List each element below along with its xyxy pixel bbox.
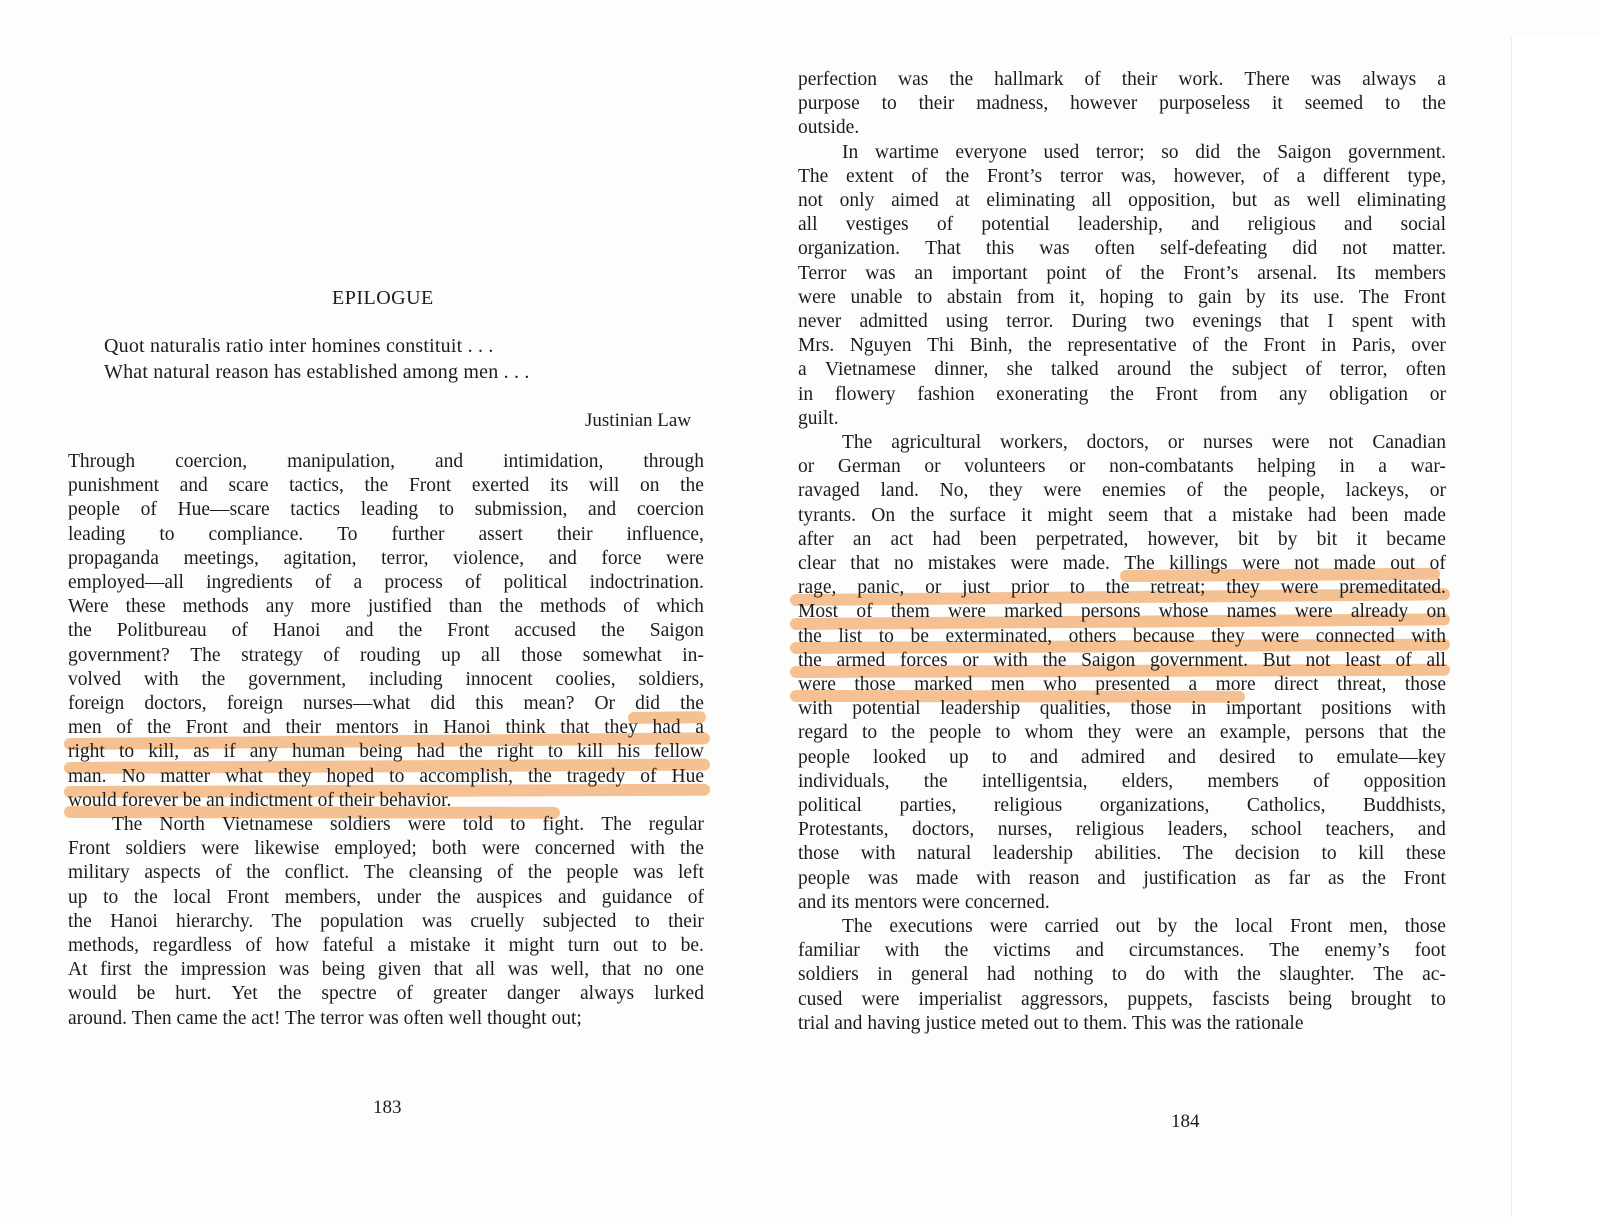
text-line: perfection was the hallmark of their work. There was always a: [798, 69, 1446, 90]
text-line: men of the Front and their mentors in Hanoi think that they had a: [68, 717, 704, 739]
text-line: the armed forces or with the Saigon government. But not least of all: [798, 649, 1446, 671]
text-line: around. Then came the act! The terror was often well thought out;: [68, 1007, 582, 1029]
text-line: Most of them were marked persons whose names were already on: [798, 601, 1446, 623]
text-line: political parties, religious organizations, Catholics, Buddhists,: [798, 795, 1446, 816]
text-line: tyrants. On the surface it might seem that a mistake had been made: [798, 504, 1446, 526]
text-line: The executions were carried out by the local Front men, those: [842, 916, 1446, 937]
text-line: organization. That this was often self-defeating did not matter.: [798, 238, 1446, 260]
text-line: not only aimed at eliminating all opposition, but as well eliminating: [798, 190, 1446, 211]
text-line: a Vietnamese dinner, she talked around the subject of terror, often: [798, 359, 1446, 381]
text-line: in flowery fashion exonerating the Front from any obligation or: [798, 383, 1446, 405]
page-number-right: 184: [1171, 1111, 1200, 1132]
text-line: The agricultural workers, doctors, or nurses were not Canadian: [842, 432, 1446, 453]
epigraph-attribution: Justinian Law: [585, 410, 692, 431]
text-line: Protestants, doctors, nurses, religious leaders, school teachers, and: [798, 819, 1446, 841]
text-line: with potential leadership qualities, those in important positions with: [798, 698, 1446, 720]
text-line: Mrs. Nguyen Thi Binh, the representative of the Front in Paris, over: [798, 335, 1446, 357]
text-line: the list to be exterminated, others because they were connected with: [798, 625, 1446, 647]
text-line: methods, regardless of how fateful a mistake it might turn out to be.: [68, 935, 704, 956]
text-line: The extent of the Front’s terror was, however, of a different type,: [798, 165, 1446, 187]
text-line: foreign doctors, foreign nurses—what did this mean? Or did the: [68, 693, 704, 714]
text-line: cused were imperialist aggressors, puppets, fascists being brought to: [798, 988, 1446, 1010]
text-line: At first the impression was being given that all was well, that no one: [68, 959, 704, 981]
page-edge: [1511, 36, 1600, 1217]
text-line: and its mentors were concerned.: [798, 891, 1050, 913]
text-line: those with natural leadership abilities. The decision to kill these: [798, 843, 1446, 865]
text-line: were unable to abstain from it, hoping to gain by its use. The Front: [798, 286, 1446, 308]
text-line: rage, panic, or just prior to the retreat; they were premeditated.: [798, 577, 1446, 599]
page-number-left: 183: [373, 1097, 402, 1118]
text-line: guilt.: [798, 407, 839, 429]
text-line: would be hurt. Yet the spectre of greater danger always lurked: [68, 983, 704, 1005]
chapter-heading: EPILOGUE: [332, 287, 434, 309]
text-line: In wartime everyone used terror; so did the Saigon government.: [842, 141, 1446, 163]
text-line: trial and having justice meted out to them. This was the rationale: [798, 1012, 1304, 1034]
text-line: man. No matter what they hoped to accomplish, the tragedy of Hue: [68, 765, 704, 787]
left-page: [0, 0, 790, 1217]
text-line: Through coercion, manipulation, and intimidation, through: [68, 451, 704, 472]
text-line: right to kill, as if any human being had the right to kill his fellow: [68, 741, 704, 763]
text-line: The North Vietnamese soldiers were told to fight. The regular: [112, 814, 704, 835]
text-line: people looked up to and admired and desired to emulate—key: [798, 746, 1446, 768]
text-line: soldiers in general had nothing to do with the slaughter. The ac-: [798, 964, 1446, 986]
text-line: employed—all ingredients of a process of political indoctrination.: [68, 572, 704, 593]
text-line: familiar with the victims and circumstances. The enemy’s foot: [798, 940, 1446, 962]
text-line: never admitted using terror. During two evenings that I spent with: [798, 311, 1446, 332]
text-line: all vestiges of potential leadership, and religious and social: [798, 214, 1446, 236]
text-line: leading to compliance. To further assert their influence,: [68, 523, 704, 545]
text-line: outside.: [798, 117, 860, 139]
text-line: individuals, the intelligentsia, elders, members of opposition: [798, 770, 1446, 792]
text-line: would forever be an indictment of their behavior.: [68, 789, 452, 811]
text-line: propaganda meetings, agitation, terror, violence, and force were: [68, 547, 704, 569]
text-line: Were these methods any more justified than the methods of which: [68, 596, 704, 618]
text-line: the Politbureau of Hanoi and the Front accused the Saigon: [68, 620, 704, 642]
text-line: people of Hue—scare tactics leading to submission, and coercion: [68, 499, 704, 521]
text-line: the Hanoi hierarchy. The population was cruelly subjected to their: [68, 910, 704, 932]
text-line: volved with the government, including innocent coolies, soldiers,: [68, 668, 704, 690]
right-page: [790, 0, 1600, 1217]
text-line: government? The strategy of rouding up all those somewhat in-: [68, 644, 704, 666]
text-line: regard to the people to whom they were an example, persons that the: [798, 722, 1446, 744]
text-line: or German or volunteers or non-combatants helping in a war-: [798, 456, 1446, 478]
text-line: people was made with reason and justification as far as the Front: [798, 867, 1446, 889]
text-line: were those marked men who presented a more direct threat, those: [798, 674, 1446, 695]
text-line: after an act had been perpetrated, however, bit by bit it became: [798, 528, 1446, 550]
epigraph: Quot naturalis ratio inter homines constituit . . . What natural reason has established among men . . .: [104, 335, 530, 383]
text-line: Front soldiers were likewise employed; both were concerned with the: [68, 838, 704, 860]
text-line: ravaged land. No, they were enemies of the people, lackeys, or: [798, 480, 1446, 502]
text-line: purpose to their madness, however purposeless it seemed to the: [798, 93, 1446, 115]
text-line: military aspects of the conflict. The cleansing of the people was left: [68, 862, 704, 884]
text-line: clear that no mistakes were made. The killings were not made out of: [798, 553, 1446, 574]
text-line: Terror was an important point of the Front’s arsenal. Its members: [798, 262, 1446, 284]
text-line: up to the local Front members, under the auspices and guidance of: [68, 886, 704, 908]
text-line: punishment and scare tactics, the Front exerted its will on the: [68, 475, 704, 497]
